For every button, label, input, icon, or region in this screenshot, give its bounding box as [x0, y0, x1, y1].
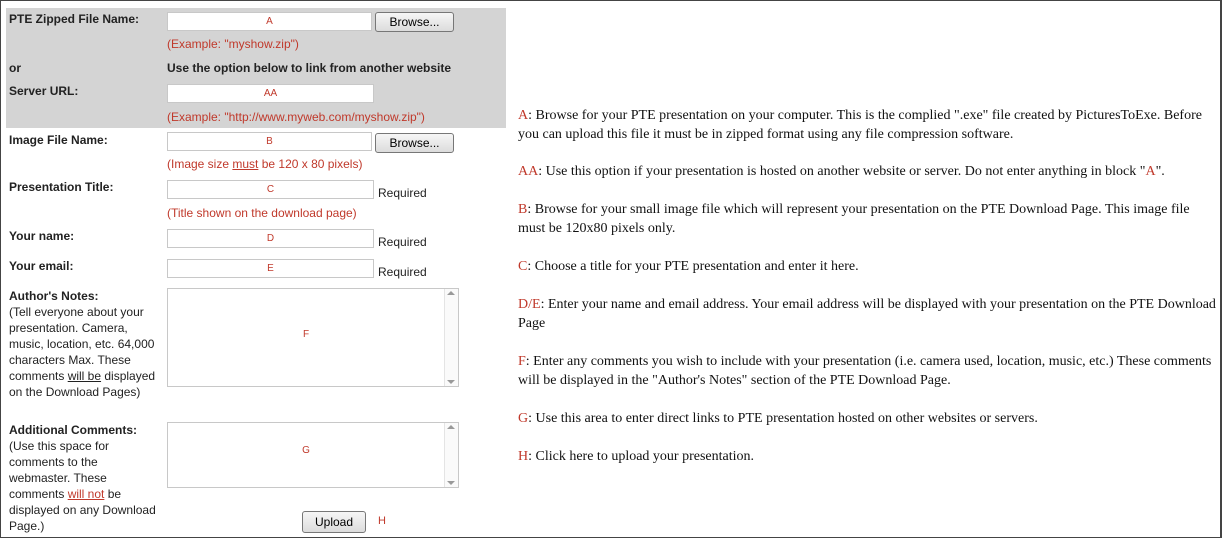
your-name-label: Your name: [9, 229, 75, 243]
image-browse-button[interactable]: Browse... [375, 133, 454, 153]
image-size-emphasis: must [232, 157, 259, 171]
upload-button[interactable]: Upload [302, 511, 366, 533]
scroll-up-arrow-icon[interactable] [447, 291, 455, 295]
comments-hint-emphasis: will not [67, 487, 105, 501]
name-required-text: Required [378, 235, 427, 249]
email-required-text: Required [378, 265, 427, 279]
image-file-input[interactable]: B [167, 132, 372, 151]
authors-notes-scrollbar[interactable] [444, 289, 458, 386]
your-name-input[interactable]: D [167, 229, 374, 248]
server-example-note: (Example: "http://www.myweb.com/myshow.zip") [167, 110, 425, 124]
help-item-aa: AA: Use this option if your presentation is hosted on another website or server. Do not enter anything in block "A". [518, 164, 1165, 179]
upload-marker: H [378, 515, 386, 527]
zip-file-input[interactable]: A [167, 12, 372, 31]
additional-comments-textarea[interactable] [167, 422, 459, 488]
help-item-a: A: Browse for your PTE presentation on your computer. This is the complied ".exe" file created by PicturesToExe. Before you can upload this file it must be in zipped format using any file compression software. [518, 108, 1202, 142]
zip-file-label: PTE Zipped File Name: [9, 12, 140, 26]
authors-notes-label: Author's Notes: [9, 289, 99, 303]
your-email-label: Your email: [9, 259, 74, 273]
authors-notes-hint: (Tell everyone about your presentation. Camera, music, location, etc. 64,000 characters Max. These comments will be displayed on the Download Pages) [9, 305, 156, 399]
presentation-title-input[interactable]: C [167, 180, 374, 199]
help-item-g: G: Use this area to enter direct links to PTE presentation hosted on other websites or servers. [518, 411, 1038, 426]
additional-comments-scrollbar[interactable] [444, 423, 458, 487]
additional-comments-hint: (Use this space for comments to the webmaster. These comments will not be displayed on any Download Page.) [9, 439, 156, 533]
authors-notes-marker: F [302, 329, 310, 340]
image-size-note: (Image size must be 120 x 80 pixels) [167, 157, 363, 171]
presentation-title-label: Presentation Title: [9, 180, 114, 194]
server-url-label: Server URL: [9, 84, 79, 98]
zip-example-note: (Example: "myshow.zip") [167, 37, 299, 51]
server-url-input[interactable]: AA [167, 84, 374, 103]
zip-browse-button[interactable]: Browse... [375, 12, 454, 32]
additional-comments-label: Additional Comments: [9, 423, 137, 437]
help-item-f: F: Enter any comments you wish to include with your presentation (i.e. camera used, location, music, etc.) These comments will be displayed in the "Author's Notes" section of the PTE Download Page. [518, 354, 1212, 388]
your-email-input[interactable]: E [167, 259, 374, 278]
help-item-h: H: Click here to upload your presentation. [518, 449, 755, 464]
notes-hint-emphasis: will be [67, 369, 102, 383]
help-item-de: D/E: Enter your name and email address. Your email address will be displayed with your presentation on the PTE Download Page [518, 297, 1216, 331]
image-file-label: Image File Name: [9, 133, 108, 147]
help-item-c: C: Choose a title for your PTE presentation and enter it here. [518, 259, 859, 274]
link-hint: Use the option below to link from another website [167, 61, 452, 75]
authors-notes-textarea[interactable] [167, 288, 459, 387]
title-note: (Title shown on the download page) [167, 206, 357, 220]
or-label: or [9, 61, 21, 75]
scroll-up-arrow-icon[interactable] [447, 425, 455, 429]
scroll-down-arrow-icon[interactable] [447, 380, 455, 384]
title-required-text: Required [378, 186, 427, 200]
help-item-b: B: Browse for your small image file which will represent your presentation on the PTE Download Page. This image file must be 120x80 pixels only. [518, 202, 1190, 236]
additional-comments-marker: G [302, 445, 310, 456]
scroll-down-arrow-icon[interactable] [447, 481, 455, 485]
